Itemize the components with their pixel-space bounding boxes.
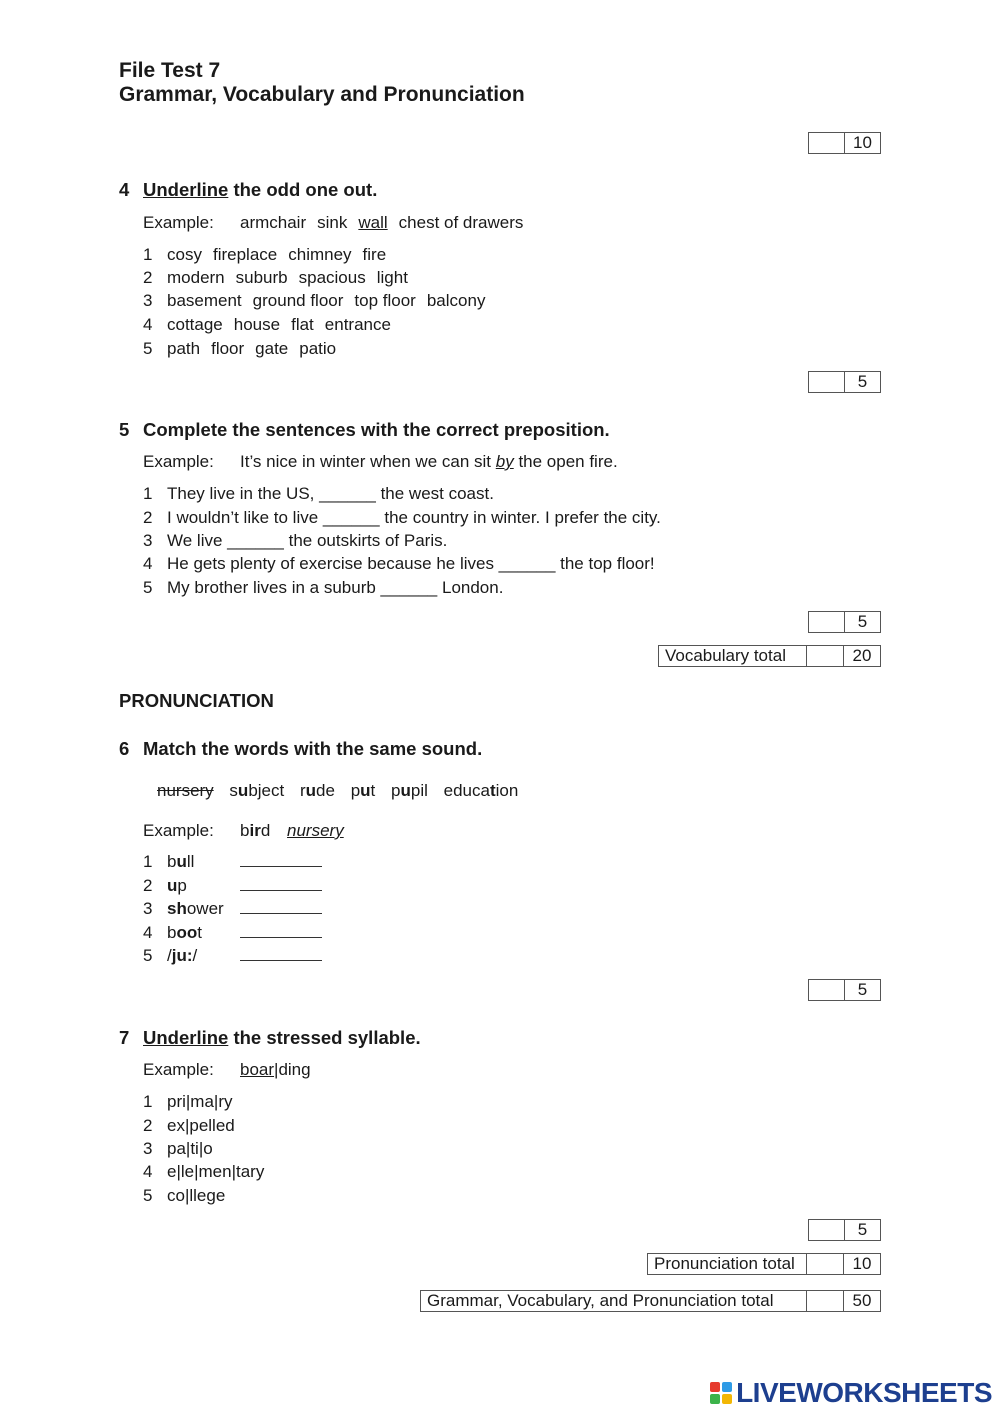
score-box-section-6 bbox=[808, 979, 881, 1001]
score-input[interactable] bbox=[807, 646, 844, 666]
section-4-item: 4 cottage house flat entrance bbox=[143, 315, 391, 334]
section-6-heading: 6 Match the words with the same sound. bbox=[119, 738, 483, 759]
word[interactable]: spacious bbox=[298, 268, 366, 287]
word[interactable]: flat bbox=[291, 315, 314, 334]
score-value: 5 bbox=[857, 1220, 868, 1239]
section-7-item[interactable]: 1 pri|ma|ry bbox=[143, 1092, 233, 1111]
section-6-example: Example: bird nursery bbox=[143, 821, 344, 840]
word-bank-item: education bbox=[443, 781, 519, 800]
section-6-item: 1 bull bbox=[143, 852, 322, 872]
word[interactable]: modern bbox=[167, 268, 225, 287]
grand-total-box bbox=[420, 1290, 881, 1312]
pronunciation-heading: PRONUNCIATION bbox=[119, 690, 274, 711]
answer-blank[interactable] bbox=[240, 899, 322, 914]
section-5-item[interactable]: 1 They live in the US, ______ the west coast. bbox=[143, 484, 494, 503]
section-4-item: 5 path floor gate patio bbox=[143, 339, 337, 358]
section-7-item[interactable]: 3 pa|ti|o bbox=[143, 1139, 213, 1158]
word[interactable]: fireplace bbox=[212, 245, 278, 264]
answer-blank[interactable] bbox=[240, 876, 322, 891]
word-bank-item: put bbox=[350, 781, 376, 800]
word-bank-item: pupil bbox=[391, 781, 428, 800]
answer-blank[interactable] bbox=[240, 852, 322, 867]
score-value: 5 bbox=[857, 612, 868, 631]
score-value: 5 bbox=[857, 980, 868, 999]
vocabulary-total-value: 20 bbox=[852, 646, 872, 665]
word-bank-item-used: nursery bbox=[157, 781, 214, 800]
example-answer: nursery bbox=[287, 821, 344, 840]
section-7-item[interactable]: 5 co|llege bbox=[143, 1186, 226, 1205]
answer-blank[interactable] bbox=[240, 946, 322, 961]
section-5-item[interactable]: 4 He gets plenty of exercise because he lives ______ the top floor! bbox=[143, 554, 655, 573]
logo-square bbox=[722, 1394, 732, 1404]
section-4-item: 3 basement ground floor top floor balcony bbox=[143, 291, 486, 310]
word[interactable]: light bbox=[376, 268, 408, 287]
score-input[interactable] bbox=[809, 1220, 845, 1240]
pronunciation-total-label: Pronunciation total bbox=[648, 1254, 807, 1274]
section-5-example: Example: It’s nice in winter when we can sit by the open fire. bbox=[143, 452, 618, 471]
section-7-item[interactable]: 4 e|le|men|tary bbox=[143, 1162, 265, 1181]
section-5-heading: 5 Complete the sentences with the correct preposition. bbox=[119, 419, 610, 440]
word-underlined: wall bbox=[358, 213, 388, 232]
score-box-top bbox=[808, 132, 881, 154]
grand-total-value: 50 bbox=[852, 1291, 872, 1310]
word-bank-item: subject bbox=[229, 781, 285, 800]
section-4-heading: 4 Underline the odd one out. bbox=[119, 179, 378, 200]
example-answer: boar bbox=[240, 1060, 275, 1079]
score-input[interactable] bbox=[809, 133, 845, 153]
section-6-item: 2 up bbox=[143, 876, 322, 896]
section-7-heading: 7 Underline the stressed syllable. bbox=[119, 1027, 421, 1048]
title-line-2: Grammar, Vocabulary and Pronunciation bbox=[119, 83, 525, 106]
word: armchair bbox=[240, 213, 307, 232]
score-input[interactable] bbox=[809, 980, 845, 1000]
title-line-1: File Test 7 bbox=[119, 59, 221, 82]
word[interactable]: patio bbox=[299, 339, 337, 358]
section-5-item[interactable]: 3 We live ______ the outskirts of Paris. bbox=[143, 531, 448, 550]
word[interactable]: floor bbox=[211, 339, 245, 358]
pronunciation-total-value: 10 bbox=[852, 1254, 872, 1273]
section-4-item: 2 modern suburb spacious light bbox=[143, 268, 408, 287]
logo-icon bbox=[710, 1382, 732, 1404]
pronunciation-total-box bbox=[647, 1253, 881, 1275]
grand-total-label: Grammar, Vocabulary, and Pronunciation total bbox=[421, 1291, 807, 1311]
word[interactable]: basement bbox=[167, 291, 242, 310]
vocabulary-total-box bbox=[658, 645, 881, 667]
word[interactable]: top floor bbox=[354, 291, 416, 310]
word[interactable]: fire bbox=[362, 245, 387, 264]
score-box-section-4 bbox=[808, 371, 881, 393]
vocabulary-total-label: Vocabulary total bbox=[659, 646, 807, 666]
word: chest of drawers bbox=[398, 213, 524, 232]
score-value: 10 bbox=[853, 133, 872, 152]
liveworksheets-logo bbox=[710, 1377, 992, 1409]
score-input[interactable] bbox=[807, 1254, 844, 1274]
section-6-item: 5 /ju:/ bbox=[143, 946, 322, 966]
logo-square bbox=[710, 1382, 720, 1392]
logo-square bbox=[722, 1382, 732, 1392]
word[interactable]: house bbox=[233, 315, 281, 334]
word[interactable]: suburb bbox=[235, 268, 288, 287]
section-6-item: 3 shower bbox=[143, 899, 322, 919]
section-7-example: Example: boar|ding bbox=[143, 1060, 311, 1079]
word[interactable]: ground floor bbox=[252, 291, 344, 310]
section-6-item: 4 boot bbox=[143, 923, 322, 943]
example-answer: by bbox=[495, 452, 514, 471]
word[interactable]: chimney bbox=[288, 245, 352, 264]
section-4-item: 1 cosy fireplace chimney fire bbox=[143, 245, 387, 264]
score-input[interactable] bbox=[809, 612, 845, 632]
word[interactable]: cosy bbox=[167, 245, 202, 264]
answer-blank[interactable] bbox=[240, 923, 322, 938]
score-input[interactable] bbox=[807, 1291, 844, 1311]
section-4-example: Example: armchair sink wall chest of drawers bbox=[143, 213, 524, 232]
score-box-section-7 bbox=[808, 1219, 881, 1241]
score-input[interactable] bbox=[809, 372, 845, 392]
score-value: 5 bbox=[857, 372, 868, 391]
word[interactable]: path bbox=[167, 339, 201, 358]
word[interactable]: entrance bbox=[324, 315, 391, 334]
word-bank-item: rude bbox=[299, 781, 335, 800]
word: sink bbox=[317, 213, 348, 232]
page-title bbox=[119, 59, 525, 107]
logo-text: LIVEWORKSHEETS bbox=[736, 1377, 992, 1408]
logo-square bbox=[710, 1394, 720, 1404]
score-box-section-5 bbox=[808, 611, 881, 633]
word[interactable]: gate bbox=[255, 339, 289, 358]
section-5-item[interactable]: 5 My brother lives in a suburb ______ London. bbox=[143, 578, 504, 597]
word[interactable]: balcony bbox=[426, 291, 486, 310]
word[interactable]: cottage bbox=[167, 315, 223, 334]
section-5-item[interactable]: 2 I wouldn’t like to live ______ the country in winter. I prefer the city. bbox=[143, 508, 661, 527]
section-7-item[interactable]: 2 ex|pelled bbox=[143, 1116, 235, 1135]
word-bank bbox=[157, 781, 518, 801]
